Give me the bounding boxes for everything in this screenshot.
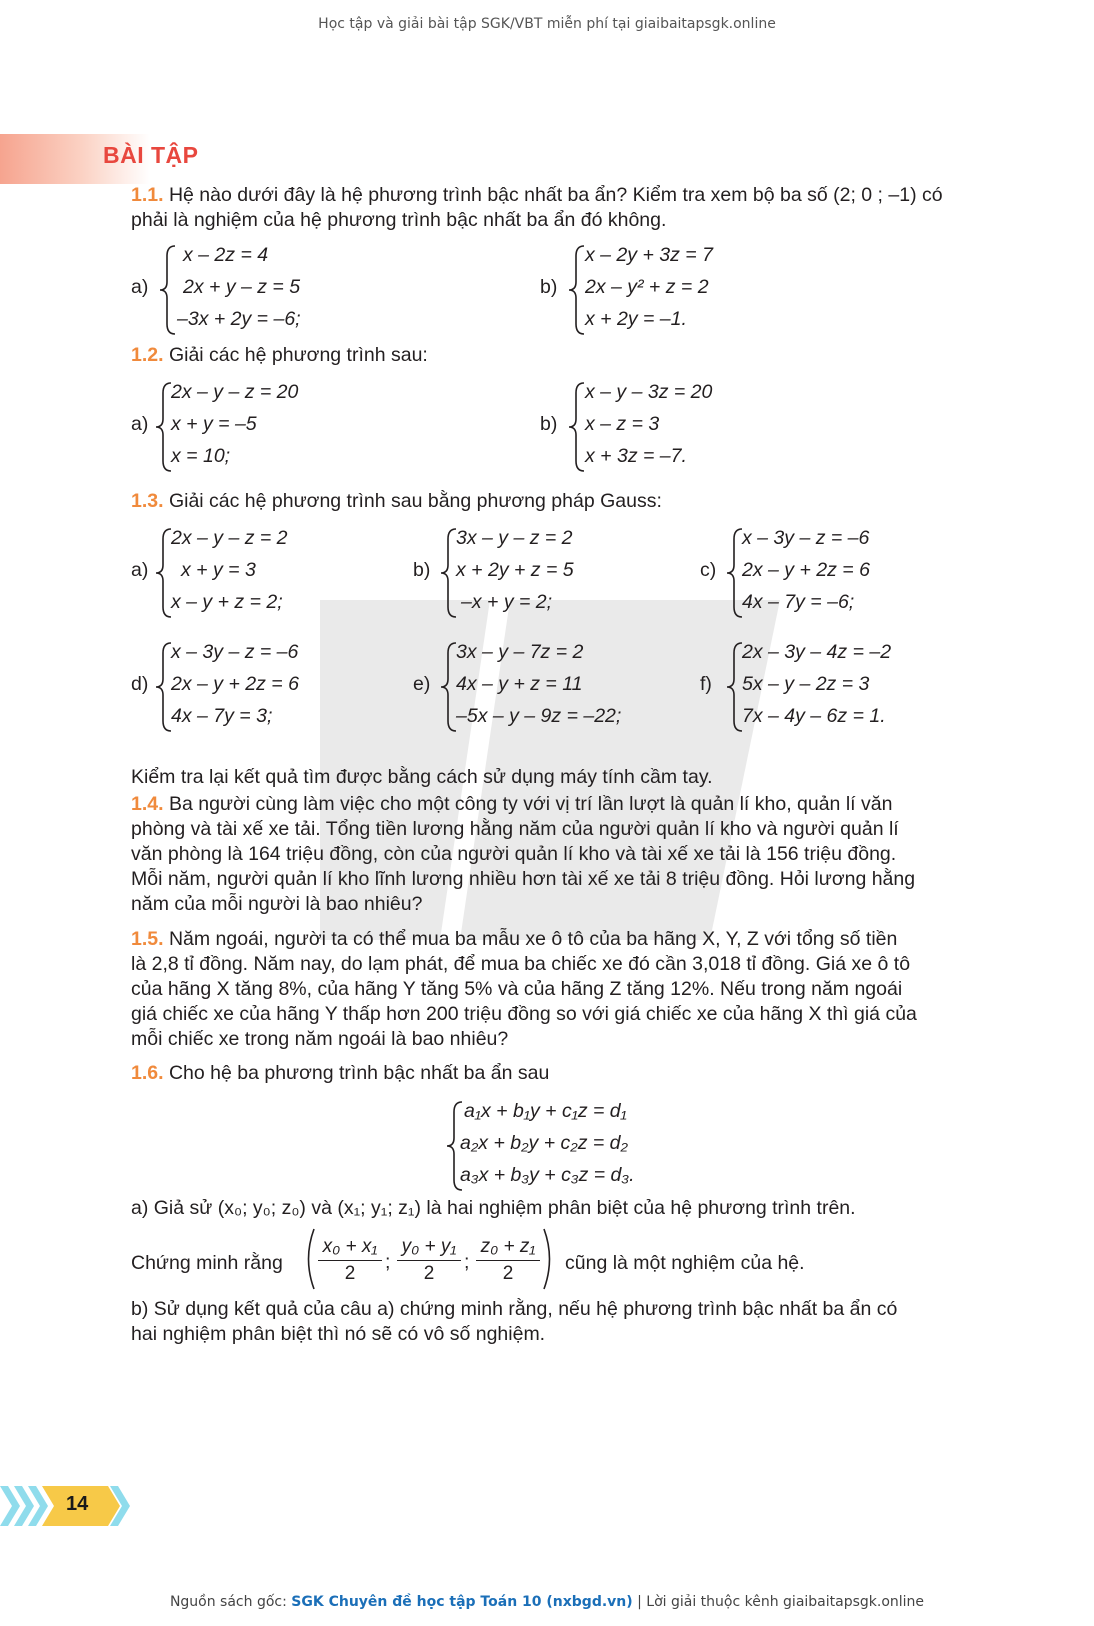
q16-text <box>131 1061 1001 1086</box>
fraction-x <box>318 1236 382 1285</box>
q11-line2: phải là nghiệm của hệ phương trình bậc nhất ba ẩn đó không. <box>131 209 667 231</box>
system-label: a) <box>131 559 149 581</box>
equation-row: a₁x + b₁y + c₁z = d₁ <box>464 1100 627 1122</box>
equation-row: x – 3y – z = –6 <box>742 527 870 549</box>
q12-text <box>131 343 1001 368</box>
system-label: f) <box>700 673 712 695</box>
q16-line: Cho hệ ba phương trình bậc nhất ba ẩn sau <box>163 1062 550 1084</box>
q16-b-line: b) Sử dụng kết quả của câu a) chứng minh rằng, nếu hệ phương trình bậc nhất ba ẩn có <box>131 1298 898 1320</box>
q12-number: 1.2. <box>131 344 164 366</box>
q16-part-a: a) Giả sử (x₀; y₀; z₀) và (x₁; y₁; z₁) là hai nghiệm phân biệt của hệ phương trình trên. <box>131 1197 856 1219</box>
q13-line: Giải các hệ phương trình sau bằng phương pháp Gauss: <box>163 490 662 512</box>
q11-number: 1.1. <box>131 184 164 206</box>
page-number: 14 <box>66 1493 89 1515</box>
footer-suffix: | Lời giải thuộc kênh giaibaitapsgk.online <box>632 1594 925 1610</box>
separator: ; <box>385 1251 391 1273</box>
q14-line: văn phòng là 164 triệu đồng, còn của người quản lí kho và tài xế xe tải là 156 triệu đồng. <box>131 843 897 865</box>
right-paren-icon <box>541 1227 557 1291</box>
fraction-y <box>397 1236 461 1285</box>
equation-row: x + 3z = –7. <box>585 445 687 467</box>
equation-row: x – 3y – z = –6 <box>171 641 299 663</box>
q11-text <box>131 183 1001 233</box>
equation-row: 2x – y² + z = 2 <box>585 276 709 298</box>
q15-line: giá chiếc xe của hãng Y thấp hơn 200 triệu đồng so với giá chiếc xe của hãng X thì giá của <box>131 1003 917 1025</box>
q16-part-b <box>131 1297 1001 1347</box>
equation-row: a₂x + b₂y + c₂z = d₂ <box>460 1132 628 1154</box>
q16-prove-suffix: cũng là một nghiệm của hệ. <box>565 1252 805 1274</box>
separator: ; <box>464 1251 470 1273</box>
q14-text <box>131 792 1001 917</box>
equation-row: 2x – y – z = 2 <box>171 527 288 549</box>
equation-row: a₃x + b₃y + c₃z = d₃. <box>460 1164 635 1186</box>
equation-row: x – z = 3 <box>585 413 660 435</box>
q15-line: của hãng X tăng 8%, của hãng Y tăng 5% và của hãng Z tăng 12%. Nếu trong năm ngoái <box>131 978 903 1000</box>
equation-row: –x + y = 2; <box>461 591 553 613</box>
equation-row: 2x – y + 2z = 6 <box>171 673 299 695</box>
equation-row: 4x – 7y = 3; <box>171 705 273 727</box>
equation-row: –5x – y – 9z = –22; <box>456 705 622 727</box>
q13-text <box>131 489 1001 514</box>
fraction-numerator: z₀ + z₁ <box>480 1236 536 1257</box>
equation-row: 4x – 7y = –6; <box>742 591 855 613</box>
page-footer <box>0 1594 1094 1610</box>
q15-number: 1.5. <box>131 928 164 950</box>
q15-line: mỗi chiếc xe trong năm ngoái là bao nhiêu? <box>131 1028 509 1050</box>
section-title: BÀI TẬP <box>103 142 199 168</box>
equation-row: x + 2y = –1. <box>585 308 687 330</box>
q16-b-line: hai nghiệm phân biệt thì nó sẽ có vô số nghiệm. <box>131 1323 546 1345</box>
q16-number: 1.6. <box>131 1062 164 1084</box>
q15-line: là 2,8 tỉ đồng. Năm nay, do lạm phát, để mua ba chiếc xe đó cần 3,018 tỉ đồng. Giá xe ô tô <box>131 953 911 975</box>
q14-number: 1.4. <box>131 793 164 815</box>
equation-row: x – 2y + 3z = 7 <box>585 244 713 266</box>
fraction-denominator: 2 <box>344 1263 356 1284</box>
page-tab-icon <box>0 1486 130 1526</box>
q13-number: 1.3. <box>131 490 164 512</box>
q13-check: Kiểm tra lại kết quả tìm được bằng cách sử dụng máy tính cầm tay. <box>131 766 713 788</box>
equation-row: x – y + z = 2; <box>171 591 283 613</box>
q14-line: năm của mỗi người là bao nhiêu? <box>131 893 423 915</box>
q11-line1: Hệ nào dưới đây là hệ phương trình bậc nhất ba ẩn? Kiểm tra xem bộ ba số (2; 0 ; –1) có <box>163 184 943 206</box>
system-label: c) <box>700 559 717 581</box>
system-label: e) <box>413 673 431 695</box>
q14-line: phòng và tài xế xe tải. Tổng tiền lương hằng năm của người quản lí kho và người quản lí <box>131 818 899 840</box>
equation-row: x + 2y + z = 5 <box>456 559 574 581</box>
fraction-denominator: 2 <box>423 1263 435 1284</box>
equation-row: 2x + y – z = 5 <box>183 276 301 298</box>
fraction-numerator: x₀ + x₁ <box>322 1236 378 1257</box>
equation-row: 4x – y + z = 11 <box>456 673 583 695</box>
q14-line: Ba người cùng làm việc cho một công ty với vị trí lần lượt là quản lí kho, quản lí văn <box>163 793 893 815</box>
equation-row: 7x – 4y – 6z = 1. <box>742 705 886 727</box>
system-label: a) <box>131 276 149 298</box>
system-label: b) <box>413 559 431 581</box>
equation-row: x + y = 3 <box>181 559 256 581</box>
equation-row: x – 2z = 4 <box>183 244 269 266</box>
fraction-z <box>476 1236 540 1285</box>
q15-line: Năm ngoái, người ta có thể mua ba mẫu xe ô tô của ba hãng X, Y, Z với tổng số tiền <box>163 928 898 950</box>
system-label: d) <box>131 673 149 695</box>
brace-icon <box>157 244 179 336</box>
equation-row: 5x – y – 2z = 3 <box>742 673 870 695</box>
equation-row: 2x – 3y – 4z = –2 <box>742 641 892 663</box>
equation-row: 3x – y – z = 2 <box>456 527 573 549</box>
left-paren-icon <box>301 1227 317 1291</box>
system-label: a) <box>131 413 149 435</box>
q15-text <box>131 927 1001 1052</box>
system-label: b) <box>540 413 558 435</box>
equation-row: –3x + 2y = –6; <box>177 308 301 330</box>
fraction-denominator: 2 <box>502 1263 514 1284</box>
equation-row: 2x – y + 2z = 6 <box>742 559 870 581</box>
equation-row: x = 10; <box>171 445 231 467</box>
equation-row: x – y – 3z = 20 <box>585 381 713 403</box>
page-header: Học tập và giải bài tập SGK/VBT miễn phí tại giaibaitapsgk.online <box>318 16 776 32</box>
q16-prove-prefix: Chứng minh rằng <box>131 1252 283 1274</box>
q14-line: Mỗi năm, người quản lí kho lĩnh lương nhiều hơn tài xế xe tải 8 triệu đồng. Hỏi lương hằng <box>131 868 916 890</box>
equation-row: 2x – y – z = 20 <box>171 381 299 403</box>
footer-link[interactable]: SGK Chuyên đề học tập Toán 10 (nxbgd.vn) <box>291 1594 633 1610</box>
equation-row: 3x – y – 7z = 2 <box>456 641 584 663</box>
system-label: b) <box>540 276 558 298</box>
footer-prefix: Nguồn sách gốc: <box>169 1594 292 1610</box>
fraction-numerator: y₀ + y₁ <box>401 1236 457 1257</box>
q12-line: Giải các hệ phương trình sau: <box>163 344 428 366</box>
equation-row: x + y = –5 <box>171 413 257 435</box>
